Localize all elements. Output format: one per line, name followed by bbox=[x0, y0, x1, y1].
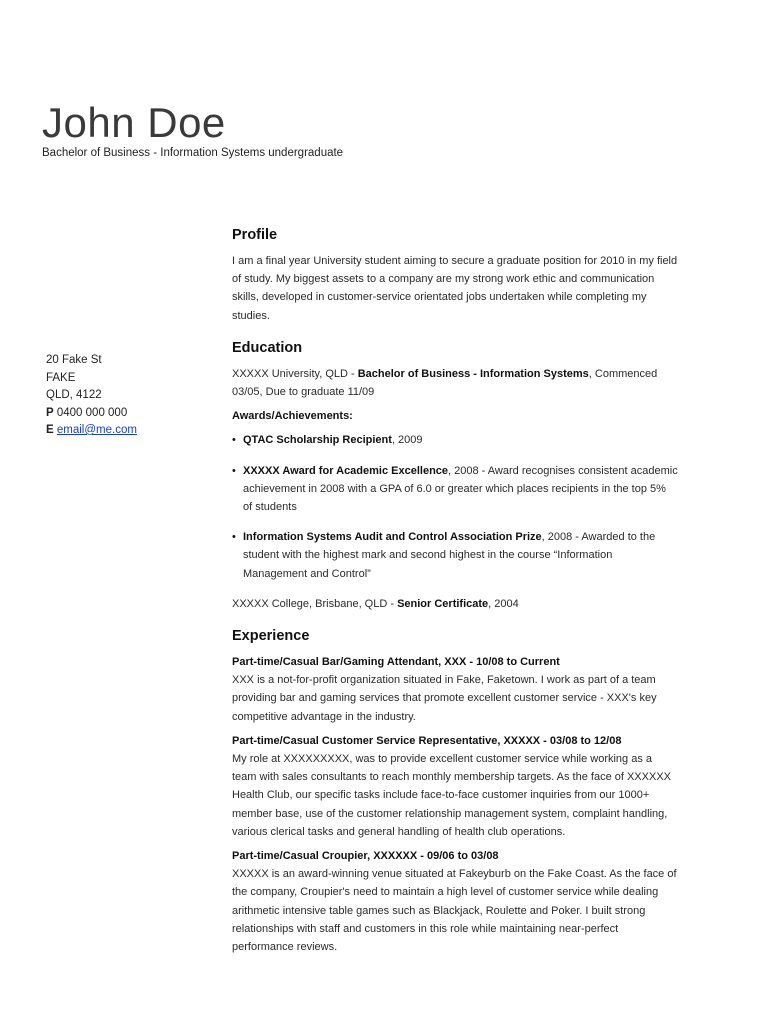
profile-section bbox=[232, 224, 678, 325]
job-title: Part-time/Casual Customer Service Representative, XXXXX - 03/08 to 12/08 bbox=[232, 734, 622, 747]
college-name: XXXXX College, Brisbane, QLD - bbox=[232, 597, 398, 610]
college-entry bbox=[232, 595, 678, 613]
job-entry bbox=[232, 653, 678, 726]
candidate-name: John Doe bbox=[42, 99, 226, 146]
award-item bbox=[232, 528, 678, 583]
awards-list bbox=[232, 431, 678, 582]
award-details: , 2008 - Award recognises consistent academic achievement in 2008 with a GPA of 6.0 or greater which places recipients in the top 5% of students bbox=[243, 464, 678, 514]
profile-text: I am a final year University student aiming to secure a graduate position for 2010 in my field of study. My biggest assets to a company are my strong work ethic and communication skills, developed in customer-service orientated jobs undertaken while completing my studies. bbox=[232, 255, 678, 322]
contact-street: 20 Fake St bbox=[46, 354, 102, 366]
education-heading: Education bbox=[232, 339, 303, 356]
resume-main-column bbox=[232, 224, 678, 968]
experience-heading: Experience bbox=[232, 628, 310, 645]
contact-block bbox=[46, 352, 137, 440]
profile-heading: Profile bbox=[232, 227, 278, 243]
job-title: Part-time/Casual Croupier, XXXXXX - 09/06 to 03/08 bbox=[232, 850, 499, 863]
college-year: , 2004 bbox=[488, 597, 519, 610]
email-label: E bbox=[46, 424, 54, 436]
university-dates: , Commenced 03/05, Due to graduate 11/09 bbox=[232, 367, 658, 399]
phone-label: P bbox=[46, 406, 54, 419]
job-description: XXXXX is an award-winning venue situated at Fakeyburb on the Fake Coast. As the face of the company, Croupier's need to maintain a high level of customer service while dealing arithmetic intensive table games such as Blackjack, Roulette and Poker. I built strong relationships with staff and customers in this role while maintaining near-perfect performance reviews. bbox=[232, 868, 677, 954]
experience-section bbox=[232, 625, 678, 956]
award-title: Information Systems Audit and Control Association Prize bbox=[243, 531, 542, 544]
university-name: XXXXX University, QLD - bbox=[232, 367, 358, 380]
job-entry bbox=[232, 732, 678, 841]
college-certificate: Senior Certificate bbox=[397, 597, 489, 610]
award-details: , 2008 - Awarded to the student with the highest mark and second highest in the course “Information Management and Control” bbox=[243, 531, 656, 580]
candidate-tagline: Bachelor of Business - Information Systems undergraduate bbox=[42, 147, 344, 159]
awards-heading: Awards/Achievements: bbox=[232, 410, 353, 423]
contact-email-link[interactable]: email@me.com bbox=[56, 424, 137, 436]
job-entry bbox=[232, 847, 678, 956]
award-details: , 2009 bbox=[391, 434, 423, 447]
job-description: My role at XXXXXXXXX, was to provide excellent customer service while working as a team with sales consultants to reach monthly membership targets. As the face of XXXXXX Health Club, our specific tasks include face-to-face customer inquiries from our 1000+ member base, use of the customer relationship management system, complaint handling, various clerical tasks and general handling of health club operations. bbox=[232, 753, 671, 838]
award-title: XXXXX Award for Academic Excellence bbox=[243, 464, 449, 477]
contact-email-row bbox=[46, 422, 137, 440]
award-item bbox=[232, 431, 678, 449]
contact-phone: 0400 000 000 bbox=[56, 406, 128, 419]
university-degree: Bachelor of Business - Information Systems bbox=[357, 367, 589, 380]
contact-city: FAKE bbox=[46, 371, 76, 384]
award-item bbox=[232, 462, 678, 517]
university-entry bbox=[232, 365, 678, 401]
job-description: XXX is a not-for-profit organization situated in Fake, Faketown. I work as part of a team providing bar and gaming services that promote excellent customer service - XXX's key competitive advantage in the industry. bbox=[232, 674, 657, 723]
award-title: QTAC Scholarship Recipient bbox=[243, 434, 392, 447]
contact-state-postcode: QLD, 4122 bbox=[46, 389, 102, 401]
job-title: Part-time/Casual Bar/Gaming Attendant, XXX - 10/08 to Current bbox=[232, 656, 560, 669]
contact-phone-row bbox=[46, 405, 137, 423]
education-section bbox=[232, 337, 678, 613]
